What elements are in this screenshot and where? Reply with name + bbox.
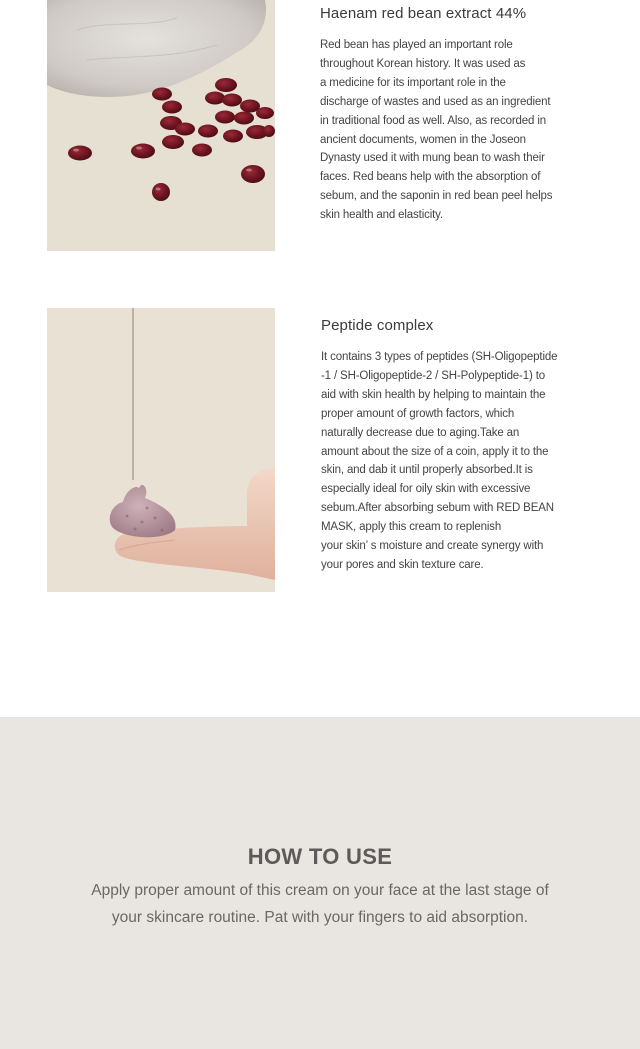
description-line: a medicine for its important role in the bbox=[320, 76, 506, 89]
ingredient-description bbox=[321, 348, 626, 575]
how-to-use-section bbox=[0, 717, 640, 1049]
description-line: skin health and elasticity. bbox=[320, 209, 443, 222]
ingredient-peptide bbox=[0, 300, 640, 600]
description-line: aid with skin health by helping to maintain the bbox=[321, 388, 546, 401]
ingredient-title: Haenam red bean extract 44% bbox=[320, 5, 527, 22]
cream-on-finger-illustration bbox=[47, 308, 275, 592]
description-line: naturally decrease due to aging.Take an bbox=[321, 426, 520, 439]
description-line: throughout Korean history. It was used as bbox=[320, 57, 526, 70]
how-to-use-line: Apply proper amount of this cream on your face at the last stage of bbox=[91, 882, 549, 899]
red-bean-photo bbox=[47, 0, 275, 251]
peptide-text bbox=[321, 317, 626, 575]
description-line: proper amount of growth factors, which bbox=[321, 407, 515, 420]
description-line: It contains 3 types of peptides (SH-Oligopeptide bbox=[321, 351, 558, 363]
red-bean-illustration bbox=[47, 0, 275, 251]
how-to-use-title: HOW TO USE bbox=[247, 844, 393, 869]
description-line: Dynasty used it with mung bean to wash their bbox=[320, 152, 545, 165]
description-line: your pores and skin texture care. bbox=[321, 558, 484, 571]
description-line: faces. Red beans help with the absorption of bbox=[320, 171, 541, 184]
description-line: Red bean has played an important role bbox=[320, 39, 513, 51]
how-to-use-description bbox=[0, 877, 640, 931]
description-line: your skin’ s moisture and create synergy with bbox=[321, 540, 544, 553]
description-line: MASK, apply this cream to replenish bbox=[321, 521, 502, 534]
description-line: skin, and dab it until properly absorbed.It is bbox=[321, 464, 533, 477]
ingredient-red-bean bbox=[0, 0, 640, 260]
description-line: ancient documents, women in the Joseon bbox=[320, 133, 526, 146]
description-line: discharge of wastes and used as an ingredient bbox=[320, 95, 551, 108]
how-to-use-line: your skincare routine. Pat with your fingers to aid absorption. bbox=[111, 909, 529, 926]
red-bean-text bbox=[320, 5, 620, 225]
peptide-photo bbox=[47, 308, 275, 592]
description-line: sebum.After absorbing sebum with RED BEAN bbox=[321, 502, 554, 515]
ingredient-description bbox=[320, 36, 620, 225]
description-line: sebum, and the saponin in red bean peel helps bbox=[320, 190, 553, 203]
description-line: -1 / SH-Oligopeptide-2 / SH-Polypeptide-1) to bbox=[321, 369, 545, 382]
description-line: especially ideal for oily skin with excessive bbox=[321, 483, 531, 496]
ingredient-title: Peptide complex bbox=[321, 317, 434, 334]
description-line: amount about the size of a coin, apply it to the bbox=[321, 445, 549, 458]
description-line: in traditional food as well. Also, as recorded in bbox=[320, 114, 546, 127]
